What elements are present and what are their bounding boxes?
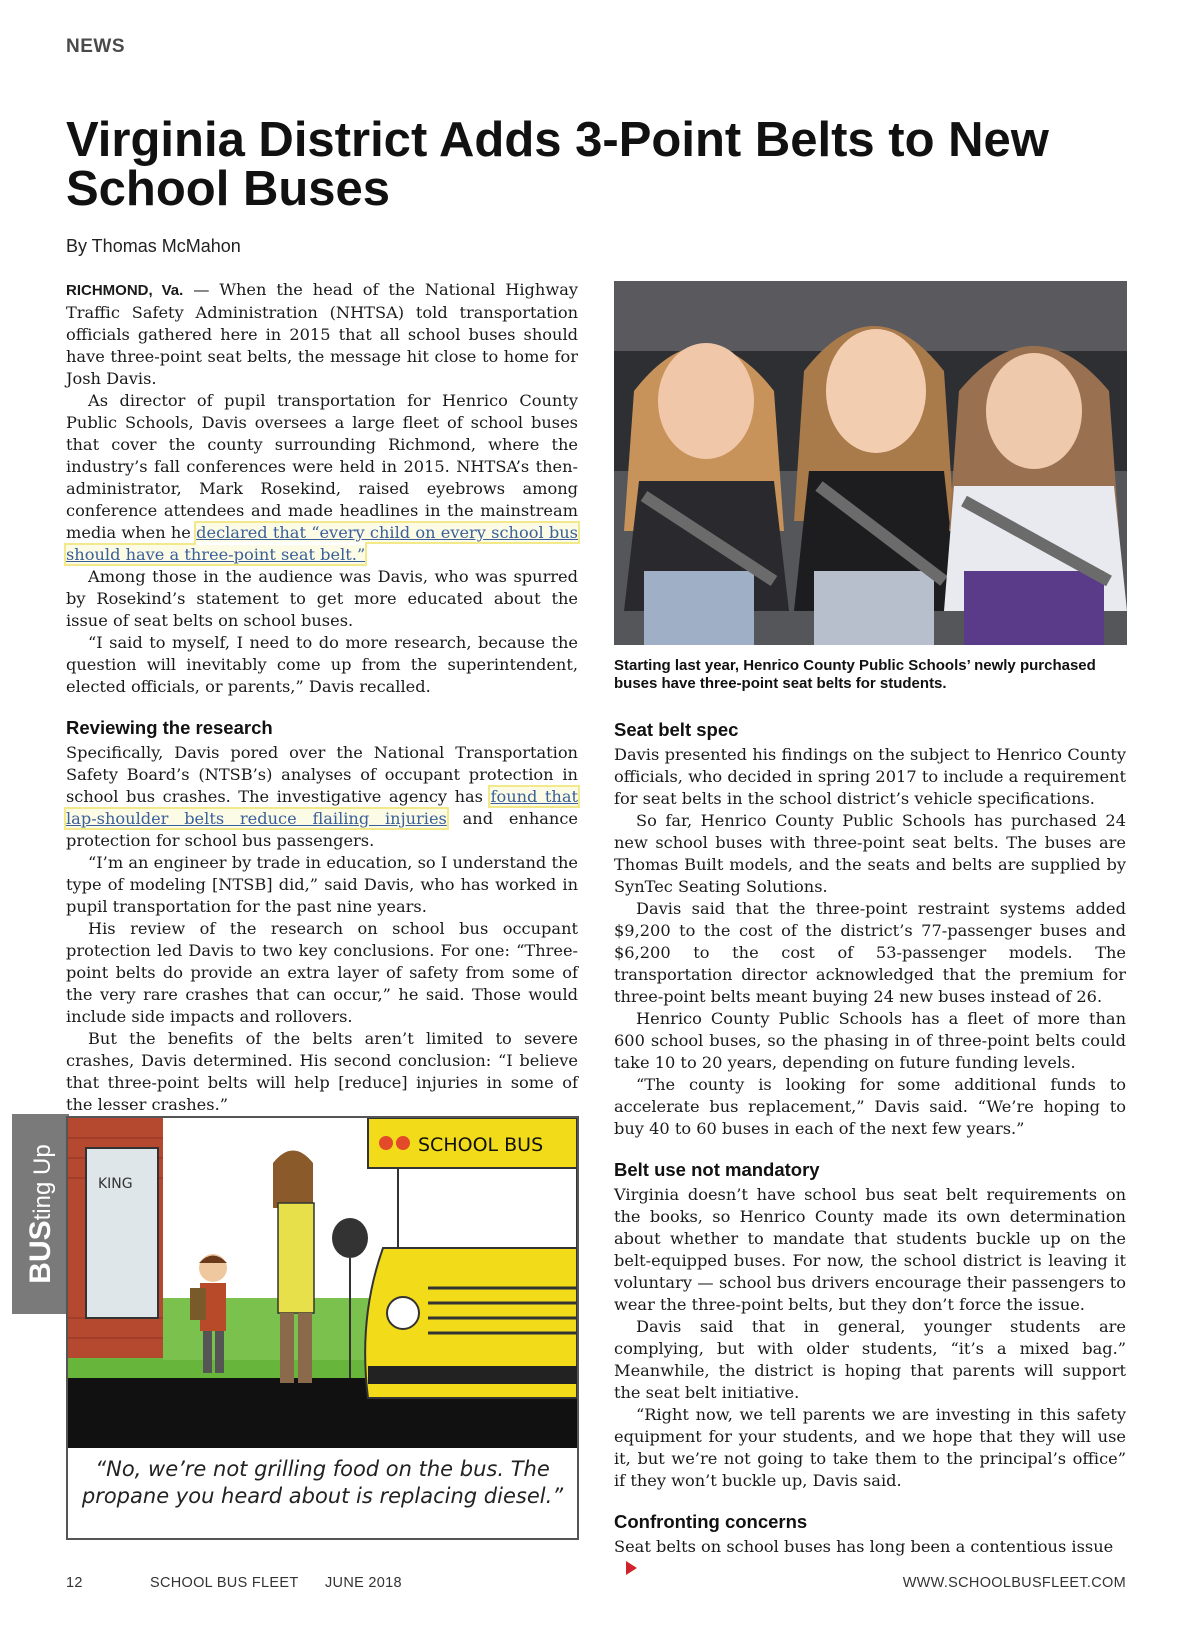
paragraph-text: Seat belts on school buses has long been a contentious issue bbox=[614, 1537, 1114, 1556]
paragraph: “I said to myself, I need to do more research, because the question will inevitably come up from the superintendent, elected officials, or parents,” Davis recalled. bbox=[66, 633, 578, 696]
subheading-confronting: Confronting concerns bbox=[614, 1511, 808, 1532]
photo-caption: Starting last year, Henrico County Public Schools’ newly purchased buses have three-point seat belts for students. bbox=[614, 657, 1096, 692]
subheading-reviewing: Reviewing the research bbox=[66, 717, 273, 738]
tab-label-part2: ting Up bbox=[29, 1144, 56, 1221]
website-url: WWW.SCHOOLBUSFLEET.COM bbox=[902, 1575, 1126, 1591]
intro-text: — When the head of the National Highway Traffic Safety Administration (NHTSA) told transportation officials gathered here in 2015 that all school buses should have three-point seat belts, the message hit close to home for Josh Davis. bbox=[66, 280, 579, 388]
subheading-belt-use: Belt use not mandatory bbox=[614, 1159, 820, 1180]
tab-label-part1: BUS bbox=[24, 1220, 57, 1284]
paragraph: Henrico County Public Schools has a fleet of more than 600 school buses, so the phasing in of three-point belts could take 10 to 20 years, depending on future funding levels. bbox=[614, 1009, 1126, 1072]
paragraph-text: Specifically, Davis pored over the National Transportation Safety Board’s (NTSB’s) analyses of occupant protection in school bus crashes. The investigative agency has bbox=[66, 743, 578, 806]
left-column bbox=[66, 279, 578, 1116]
bus-sign: SCHOOL BUS bbox=[418, 1134, 544, 1156]
paragraph: Davis said that the three-point restraint systems added $9,200 to the cost of the district’s 77-passenger buses and $6,200 to the cost of 53-passenger models. The transportation director acknowledged that the premium for three-point belts meant buying 24 new buses instead of 26. bbox=[614, 899, 1126, 1006]
rosekind-quote-link[interactable]: declared that “every child on every school bus should have a three-point seat belt.” bbox=[66, 523, 578, 564]
artist-signature: KING bbox=[98, 1176, 133, 1192]
dateline: RICHMOND, Va. bbox=[66, 282, 184, 299]
paragraph bbox=[66, 742, 578, 852]
publication-name: SCHOOL BUS FLEET bbox=[150, 1575, 299, 1591]
intro-paragraph bbox=[66, 279, 578, 390]
paragraph: His review of the research on school bus occupant protection led Davis to two key conclusions. For one: “Three-point belts do provide an extra layer of safety from some of the very rare crashes that can occur,” he said. Those would include side impacts and rollovers. bbox=[66, 919, 578, 1026]
busting-up-label bbox=[12, 1114, 69, 1314]
cartoon-panel bbox=[66, 1116, 579, 1540]
cartoon-illustration bbox=[68, 1118, 577, 1448]
paragraph bbox=[66, 390, 578, 566]
paragraph-text: As director of pupil transportation for Henrico County Public Schools, Davis oversees a large fleet of school buses that cover the county surrounding Richmond, where the industry’s fall conferences were held in 2015. NHTSA’s then-administrator, Mark Rosekind, raised eyebrows among conference attendees and made headlines in the mainstream media when he bbox=[66, 391, 578, 542]
paragraph: “I’m an engineer by trade in education, so I understand the type of modeling [NTSB] did,” said Davis, who has worked in pupil transportation for the past nine years. bbox=[66, 853, 578, 916]
page-number: 12 bbox=[66, 1575, 83, 1591]
continue-arrow-icon[interactable] bbox=[626, 1561, 637, 1575]
busting-up-tab bbox=[12, 1114, 69, 1314]
students-photo bbox=[614, 281, 1127, 645]
article-headline: Virginia District Adds 3-Point Belts to New School Buses bbox=[66, 113, 1049, 216]
paragraph: “The county is looking for some additional funds to accelerate bus replacement,” Davis said. “We’re hoping to buy 40 to 60 buses in each of the next few years.” bbox=[614, 1075, 1126, 1138]
paragraph: “Right now, we tell parents we are investing in this safety equipment for your students, and we hope that they will use it, but we’re not going to take them to the principal’s office” if they won’t buckle up, Davis said. bbox=[614, 1405, 1126, 1490]
paragraph: So far, Henrico County Public Schools has purchased 24 new school buses with three-point seat belts. The buses are Thomas Built models, and the seats and belts are supplied by SynTec Seating Solutions. bbox=[614, 811, 1126, 896]
section-tag: NEWS bbox=[66, 36, 125, 57]
ntsb-findings-link[interactable]: found that lap-shoulder belts reduce flailing injuries bbox=[66, 787, 579, 828]
cartoon-caption: “No, we’re not grilling food on the bus. The propane you heard about is replacing diesel.” bbox=[81, 1457, 564, 1508]
paragraph-text: and enhance protection for school bus passengers. bbox=[66, 809, 578, 850]
byline: By Thomas McMahon bbox=[66, 236, 241, 256]
paragraph: Davis said that in general, younger students are complying, but with older students, “it’s a mixed bag.” Meanwhile, the district is hoping that parents will support the seat belt initiative. bbox=[614, 1317, 1126, 1402]
right-column bbox=[614, 718, 1126, 1580]
paragraph-continued bbox=[614, 1536, 1126, 1580]
paragraph: But the benefits of the belts aren’t limited to severe crashes, Davis determined. His second conclusion: “I believe that three-point belts will help [reduce] injuries in some of the lesser crashes.” bbox=[66, 1029, 578, 1114]
paragraph: Among those in the audience was Davis, who was spurred by Rosekind’s statement to get more educated about the issue of seat belts on school buses. bbox=[66, 567, 578, 630]
issue-date: JUNE 2018 bbox=[325, 1575, 402, 1591]
students-photo-illustration bbox=[614, 281, 1127, 645]
paragraph: Virginia doesn’t have school bus seat belt requirements on the books, so Henrico County made its own determination about whether to mandate that students buckle up on the belt-equipped buses. For now, the school district is leaving it voluntary — school bus drivers encourage their passengers to wear the three-point belts, but they don’t force the issue. bbox=[614, 1185, 1126, 1314]
paragraph: Davis presented his findings on the subject to Henrico County officials, who decided in spring 2017 to include a requirement for seat belts in the school district’s vehicle specifications. bbox=[614, 745, 1126, 808]
subheading-seat-belt-spec: Seat belt spec bbox=[614, 719, 739, 740]
